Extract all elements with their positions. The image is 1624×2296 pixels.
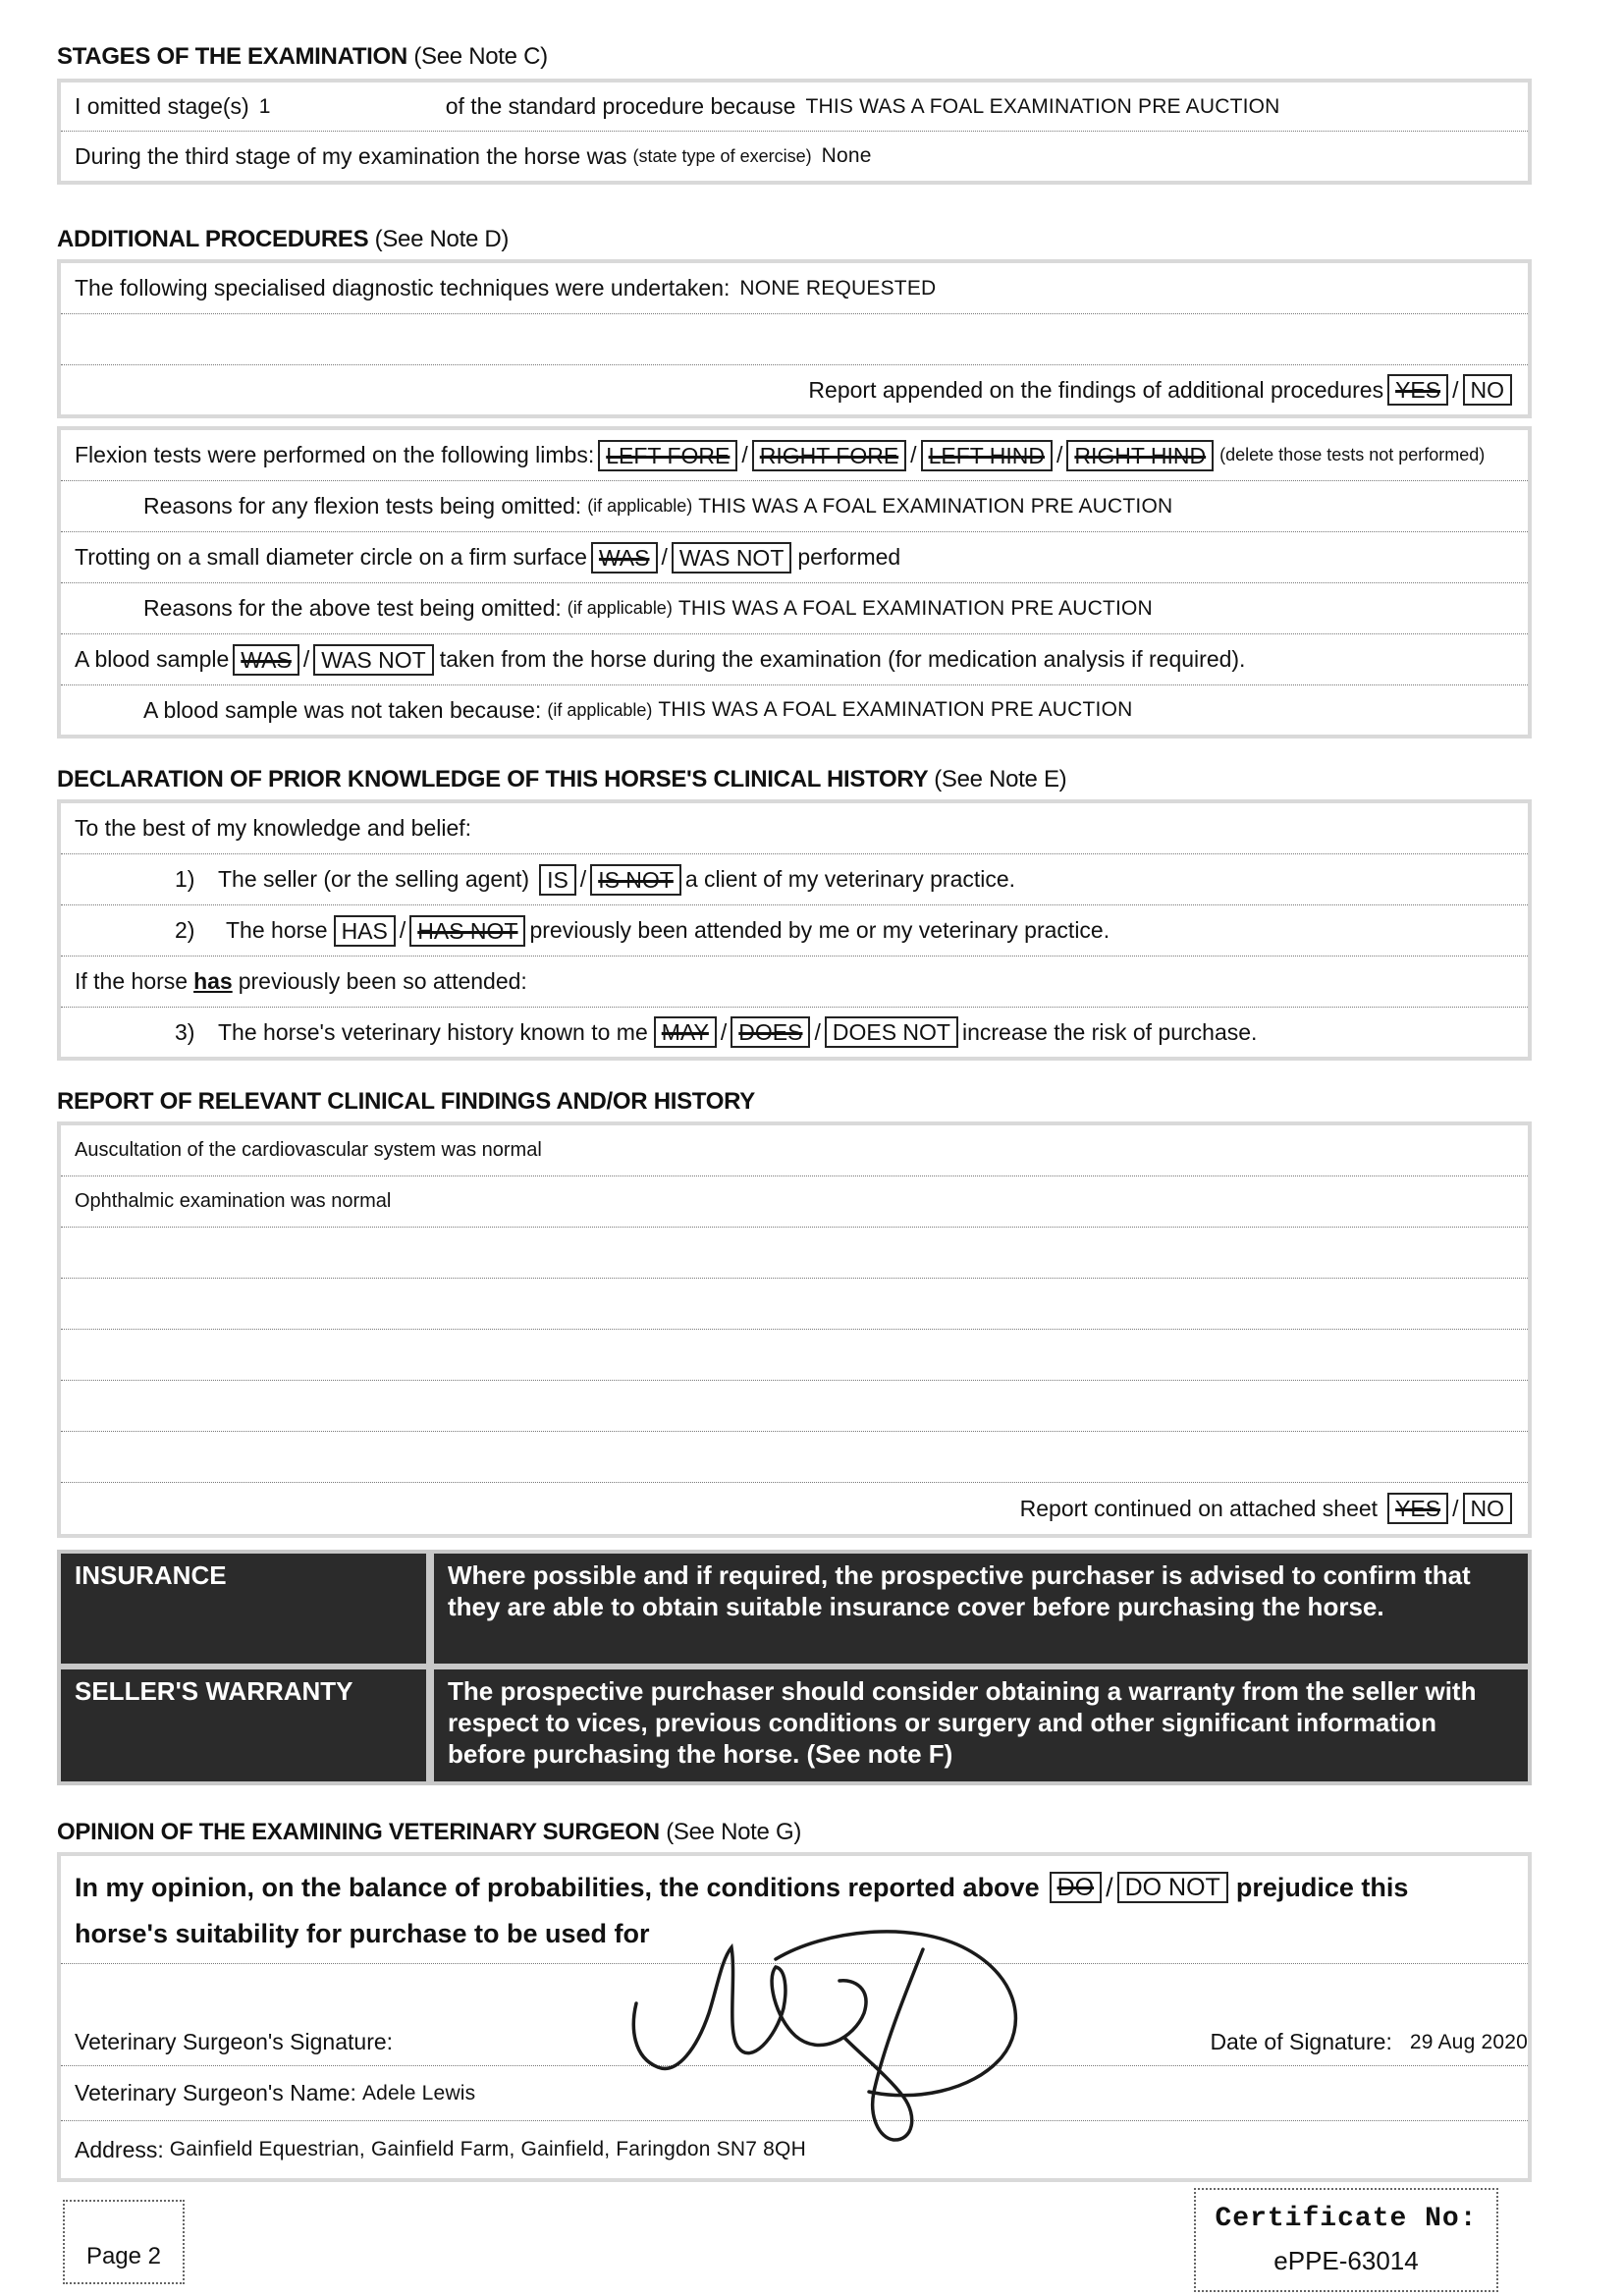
finding-ophthalmic: Ophthalmic examination was normal: [75, 1190, 392, 1212]
blood-sample-row: A blood sample WAS / WAS NOT taken from the horse during the examination (for medication analysis if required).: [61, 634, 1528, 685]
opinion-section-title: OPINION OF THE EXAMINING VETERINARY SURGEON (See Note G): [57, 1819, 802, 1845]
certificate-number: ePPE-63014: [1273, 2246, 1419, 2275]
seller-is-not-option: IS NOT: [590, 864, 681, 896]
flexion-reason-row: Reasons for any flexion tests being omitted: (if applicable) THIS WAS A FOAL EXAMINATION PRE AUCTION: [61, 481, 1528, 532]
if-attended-row: If the horse has previously been so attended:: [61, 957, 1528, 1008]
insurance-text: Where possible and if required, the prospective purchaser is advised to confirm that they are able to obtain suitable insurance cover before purchasing the horse.: [434, 1554, 1528, 1664]
warranty-label: SELLER'S WARRANTY: [61, 1669, 426, 1781]
history-does-option: DOES: [731, 1016, 810, 1048]
finding-blank-row: [61, 1330, 1528, 1381]
flexion-row: Flexion tests were performed on the following limbs: LEFT FORE / RIGHT FORE / LEFT HIND / RIGHT HIND (delete those tests not performed): [61, 430, 1528, 481]
omitted-stages-row: I omitted stage(s) 1 of the standard procedure because THIS WAS A FOAL EXAMINATION PRE AUCTION: [61, 82, 1528, 132]
declaration-panel: [57, 799, 1532, 1061]
left-fore-option: LEFT FORE: [598, 440, 737, 471]
declaration-intro-row: To the best of my knowledge and belief:: [61, 803, 1528, 854]
page-number-box: [63, 2200, 185, 2284]
trot-reason-value: THIS WAS A FOAL EXAMINATION PRE AUCTION: [677, 596, 1153, 620]
finding-row: [61, 1125, 1528, 1176]
findings-section-title: REPORT OF RELEVANT CLINICAL FINDINGS AND/OR HISTORY: [57, 1088, 755, 1115]
report-appended-row: Report appended on the findings of additional procedures YES / NO: [61, 365, 1528, 414]
stages-section-title: STAGES OF THE EXAMINATION (See Note C): [57, 43, 548, 70]
warranty-text: The prospective purchaser should consider obtaining a warranty from the seller with respect to vices, previous conditions or surgery and other significant information before purchasing the horse. (See note F): [434, 1669, 1528, 1781]
trot-was-not-option: WAS NOT: [672, 542, 791, 574]
certificate-box: [1194, 2188, 1498, 2292]
omitted-stages-value: 1: [258, 94, 271, 118]
trot-reason-row: Reasons for the above test being omitted: (if applicable) THIS WAS A FOAL EXAMINATION PRE AUCTION: [61, 583, 1528, 634]
horse-attended-row: 2) The horse HAS / HAS NOT previously been attended by me or my veterinary practice.: [61, 905, 1528, 957]
techniques-value: NONE REQUESTED: [739, 276, 937, 300]
signature-drawing: [628, 1920, 1041, 2146]
third-stage-row: During the third stage of my examination the horse was (state type of exercise) None: [61, 132, 1528, 181]
insurance-label: INSURANCE: [61, 1554, 426, 1664]
history-does-not-option: DOES NOT: [825, 1016, 958, 1048]
trot-row: Trotting on a small diameter circle on a firm surface WAS / WAS NOT performed: [61, 532, 1528, 583]
seller-client-row: 1) The seller (or the selling agent) IS / IS NOT a client of my veterinary practice.: [61, 854, 1528, 905]
continued-yes-option: YES: [1387, 1493, 1448, 1524]
report-continued-row: Report continued on attached sheet YES / NO: [61, 1483, 1528, 1534]
horse-has-option: HAS: [334, 915, 396, 947]
finding-blank-row: [61, 1381, 1528, 1432]
report-appended-yes-option: YES: [1387, 374, 1448, 406]
stages-panel: [57, 79, 1532, 185]
techniques-blank-row: [61, 314, 1528, 365]
blood-was-not-option: WAS NOT: [313, 644, 433, 676]
opinion-do-not-option: DO NOT: [1117, 1872, 1228, 1903]
continued-no-option: NO: [1463, 1493, 1513, 1524]
surgeon-name-row: Veterinary Surgeon's Name: Adele Lewis: [61, 2066, 1528, 2121]
right-hind-option: RIGHT HIND: [1066, 440, 1214, 471]
finding-cardio: Auscultation of the cardiovascular system was normal: [75, 1139, 542, 1161]
right-fore-option: RIGHT FORE: [752, 440, 906, 471]
finding-blank-row: [61, 1432, 1528, 1483]
advice-panel: [57, 1550, 1532, 1785]
finding-blank-row: [61, 1228, 1528, 1279]
blood-reason-row: A blood sample was not taken because: (if applicable) THIS WAS A FOAL EXAMINATION PRE AUCTION: [61, 685, 1528, 735]
trot-was-option: WAS: [591, 542, 658, 574]
address-value: Gainfield Equestrian, Gainfield Farm, Gainfield, Faringdon SN7 8QH: [169, 2138, 806, 2160]
finding-blank-row: [61, 1279, 1528, 1330]
report-appended-no-option: NO: [1463, 374, 1513, 406]
blood-was-option: WAS: [233, 644, 299, 676]
techniques-row: The following specialised diagnostic techniques were undertaken: NONE REQUESTED: [61, 263, 1528, 314]
tests-panel: [57, 426, 1532, 738]
blood-reason-value: THIS WAS A FOAL EXAMINATION PRE AUCTION: [658, 698, 1133, 721]
left-hind-option: LEFT HIND: [921, 440, 1053, 471]
surgeon-name-value: Adele Lewis: [361, 2081, 476, 2105]
horse-has-not-option: HAS NOT: [409, 915, 525, 947]
findings-panel: [57, 1121, 1532, 1538]
seller-is-option: IS: [539, 864, 576, 896]
declaration-section-title: DECLARATION OF PRIOR KNOWLEDGE OF THIS HORSE'S CLINICAL HISTORY (See Note E): [57, 766, 1067, 793]
opinion-statement-row: In my opinion, on the balance of probabilities, the conditions reported above DO / DO NOT prejudice this horse's suitability for purchase to be used for: [61, 1856, 1528, 1964]
finding-row: [61, 1176, 1528, 1228]
date-of-signature-value: 29 Aug 2020: [1409, 2030, 1528, 2053]
history-risk-row: 3) The horse's veterinary history known to me MAY / DOES / DOES NOT increase the risk of purchase.: [61, 1008, 1528, 1057]
certificate-label: Certificate No:: [1215, 2204, 1478, 2234]
additional-section-title: ADDITIONAL PROCEDURES (See Note D): [57, 226, 510, 252]
address-row: Address: Gainfield Equestrian, Gainfield Farm, Gainfield, Faringdon SN7 8QH: [61, 2121, 1528, 2178]
history-may-option: MAY: [654, 1016, 717, 1048]
omitted-reason-value: THIS WAS A FOAL EXAMINATION PRE AUCTION: [805, 94, 1280, 118]
exercise-type-value: None: [821, 144, 872, 167]
signature-row: Veterinary Surgeon's Signature: Date of Signature: 29 Aug 2020: [61, 1964, 1528, 2066]
page-number: Page 2: [85, 2243, 162, 2269]
flexion-reason-value: THIS WAS A FOAL EXAMINATION PRE AUCTION: [698, 494, 1173, 518]
opinion-do-option: DO: [1050, 1872, 1103, 1903]
techniques-panel: [57, 259, 1532, 418]
